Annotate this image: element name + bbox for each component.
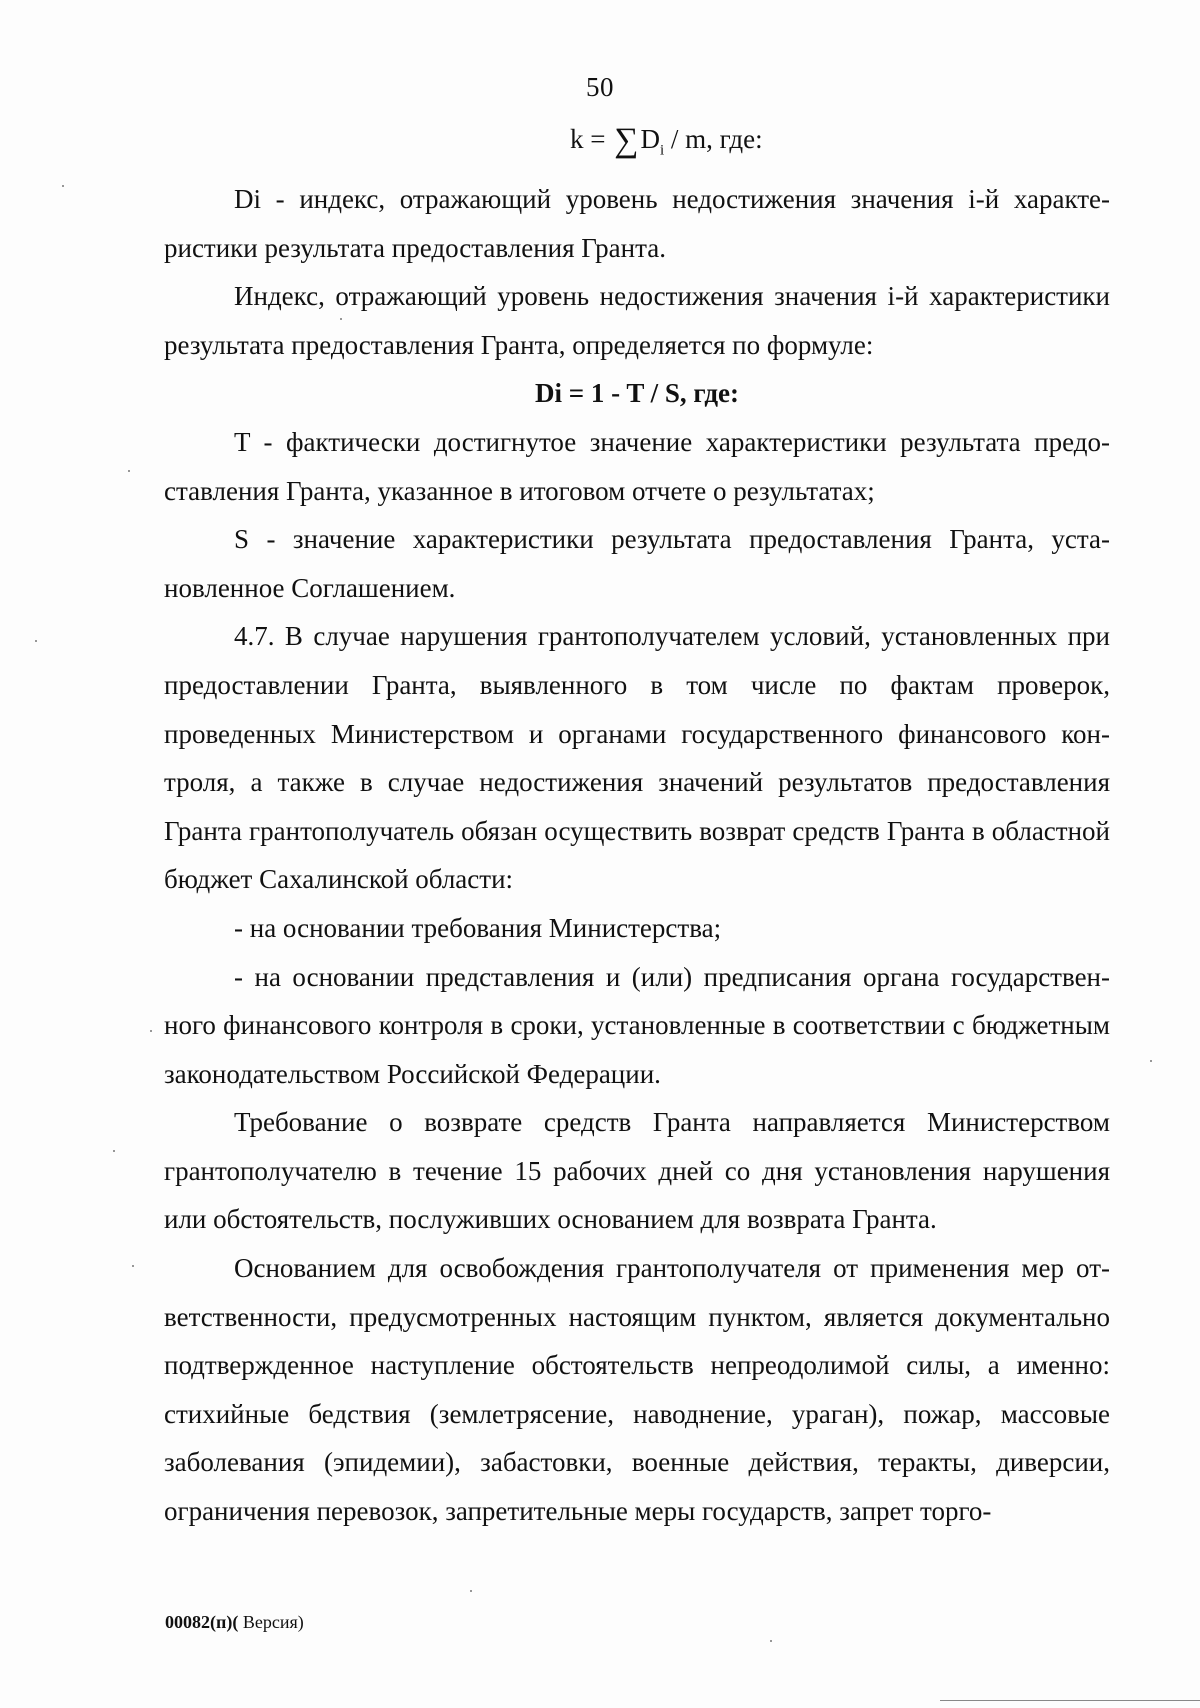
paragraph-t-definition: T - фактически достигнутое значение характеристики результата предоставления Гранта, указанное в итоговом отчете о результатах; bbox=[164, 426, 1110, 506]
scan-speck bbox=[340, 318, 342, 320]
sum-symbol: ∑ bbox=[614, 122, 639, 159]
scan-speck bbox=[113, 1150, 115, 1152]
footer-document-code bbox=[165, 1612, 304, 1633]
paragraph-section-4-7: 4.7. В случае нарушения грантополучателем условий, установленных при предоставлении Гранта, выявленного в том числе по фактам проверок, проведенных Министерством и органами государственного финансового контроля, а также в случае недостижения значений результатов предоставления Гранта грантополучатель обязан осуществить возврат средств Гранта в областной бюджет Сахалинской области: bbox=[164, 621, 1110, 895]
formula-k-rest: / m, где: bbox=[664, 124, 763, 154]
paragraph-s-definition: S - значение характеристики результата предоставления Гранта, установленное Соглашением. bbox=[164, 524, 1110, 603]
scan-edge-line bbox=[940, 1700, 1200, 1701]
scan-speck bbox=[470, 1590, 472, 1592]
formula-di: Di = 1 - T / S, где: bbox=[535, 378, 739, 409]
scan-speck bbox=[35, 640, 37, 642]
paragraph-force-majeure: Основанием для освобождения грантополучателя от применения мер ответственности, предусмотренных настоящим пунктом, является документально подтвержденное наступление обстоятельств непреодолимой силы, а именно: стихийные бедствия (землетрясение, наводнение, ураган), пожар, массовые заболевания (эпидемии), забастовки, военные действия, теракты, диверсии, ограничения перевозок, запретительные меры государств, запрет торго- bbox=[164, 1253, 1110, 1527]
scan-speck bbox=[62, 185, 64, 187]
scan-speck bbox=[770, 1640, 772, 1642]
paragraph-index-formula-intro: Индекс, отражающий уровень недостижения значения i-й характеристики результата предоставления Гранта, определяется по формуле: bbox=[164, 281, 1110, 360]
formula-k bbox=[570, 122, 763, 160]
formula-k-lhs: k = bbox=[570, 124, 613, 154]
scan-speck bbox=[1150, 1060, 1152, 1062]
list-item-ministry-requirement: - на основании требования Министерства; bbox=[234, 912, 722, 943]
scan-speck bbox=[150, 1030, 152, 1032]
footer-code-number: 00082(п)( bbox=[165, 1612, 239, 1632]
scan-speck bbox=[132, 1265, 134, 1267]
scan-speck bbox=[128, 470, 130, 472]
footer-code-version: Версия) bbox=[238, 1612, 304, 1632]
paragraph-di-definition: Di - индекс, отражающий уровень недостижения значения i-й характеристики результата предоставления Гранта. bbox=[164, 184, 1110, 263]
body-text bbox=[164, 175, 1110, 1536]
paragraph-return-requirement: Требование о возврате средств Гранта направляется Министерством грантополучателю в течение 15 рабочих дней со дня установления нарушения или обстоятельств, послуживших основанием для возврата Гранта. bbox=[164, 1107, 1110, 1235]
formula-k-subscript: i bbox=[659, 142, 665, 159]
page-number: 50 bbox=[586, 72, 614, 102]
list-item-financial-control: - на основании представления и (или) предписания органа государственного финансового контроля в сроки, установленные в соответствии с бюджетным законодательством Российской Федерации. bbox=[164, 961, 1110, 1089]
formula-k-var: D bbox=[640, 124, 660, 154]
